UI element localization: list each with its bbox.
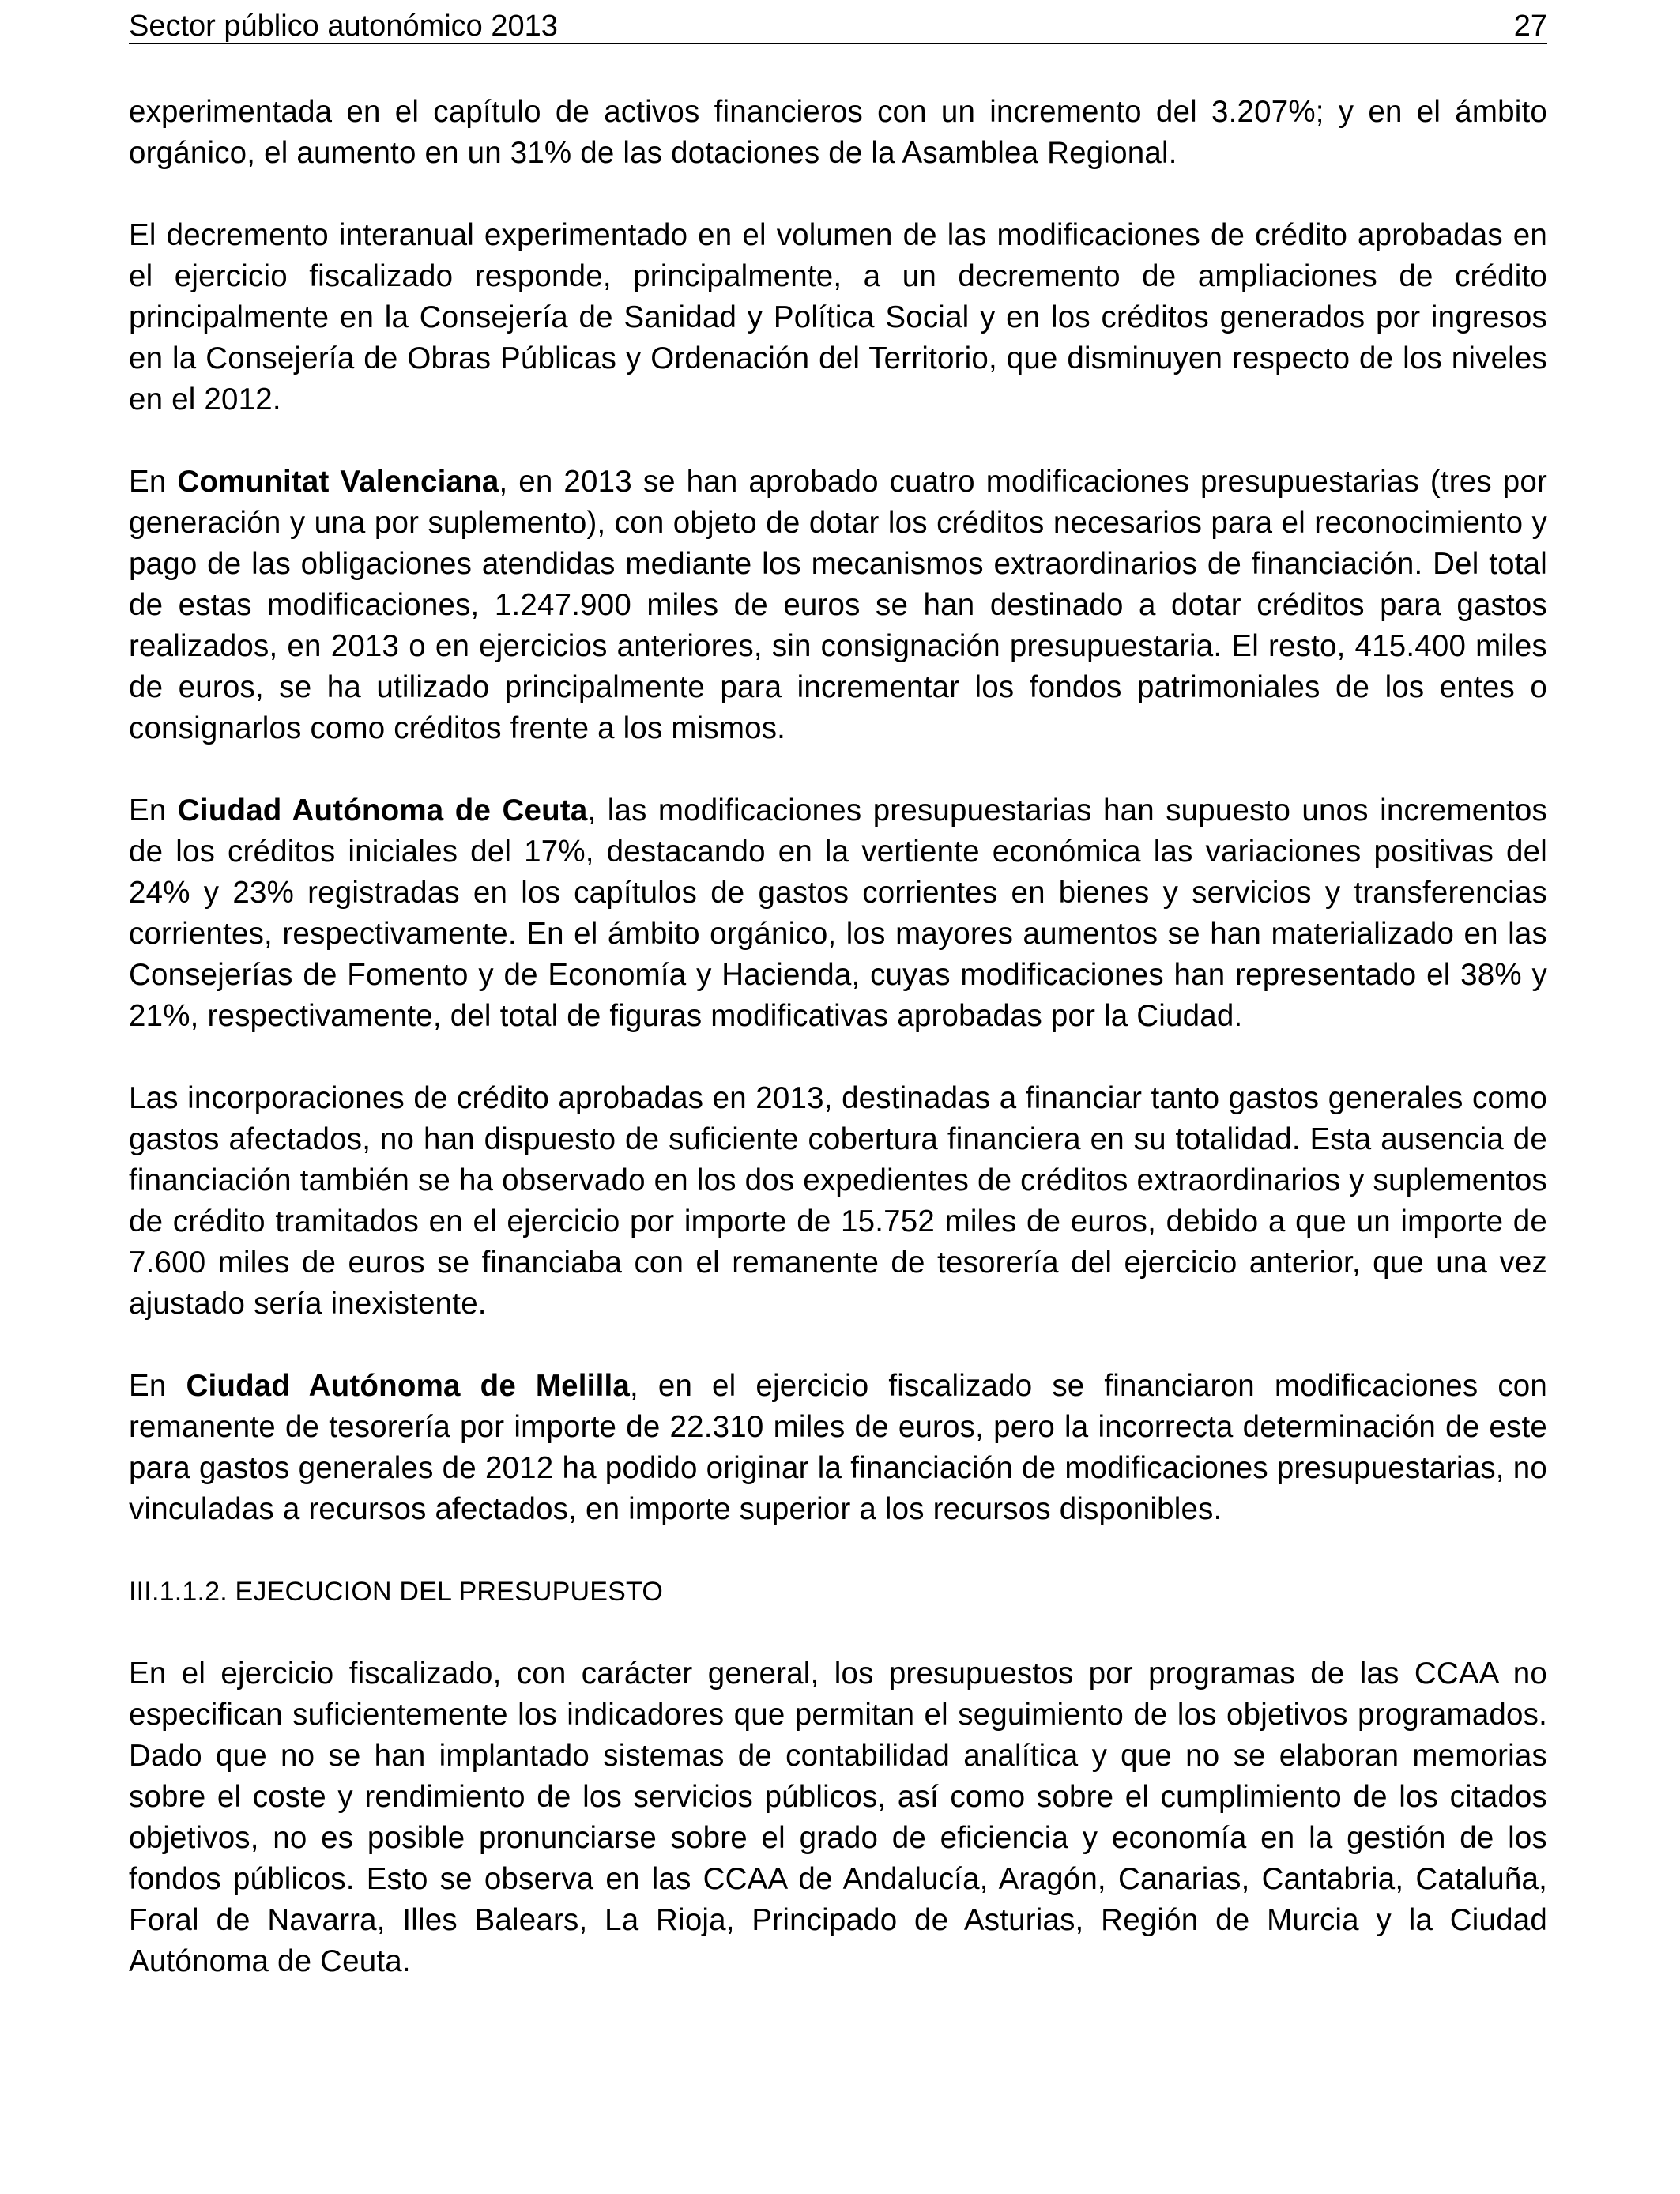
page-header: [129, 8, 1547, 44]
region-name-valenciana: Comunitat Valenciana: [177, 465, 499, 499]
running-title: Sector público autonómico 2013: [129, 9, 558, 43]
paragraph-incorporaciones: Las incorporaciones de crédito aprobadas en 2013, destinadas a financiar tanto gastos generales como gastos afectados, no han dispuesto de suficiente cobertura financiera en su totalidad. Esta ausencia de financiación también se ha observado en los dos expedientes de créditos extraordinarios y suplementos de crédito tramitados en el ejercicio por importe de 15.752 miles de euros, debido a que un importe de 7.600 miles de euros se financiaba con el remanente de tesorería del ejercicio anterior, que una vez ajustado sería inexistente.: [129, 1081, 1547, 1321]
paragraph-text: , en el ejercicio fiscalizado se financiaron modificaciones con remanente de tesorería por importe de 22.310 miles de euros, pero la incorrecta determinación de este para gastos generales de 2012 ha podido originar la financiación de modificaciones presupuestarias, no vinculadas a recursos afectados, en importe superior a los recursos disponibles.: [129, 1369, 1547, 1526]
paragraph-lead: En: [129, 465, 178, 499]
paragraph-text: , las modificaciones presupuestarias han supuesto unos incrementos de los créditos iniciales del 17%, destacando en la vertiente económica las variaciones positivas del 24% y 23% registradas en los capítulos de gastos corrientes en bienes y servicios y transferencias corrientes, respectivamente. En el ámbito orgánico, los mayores aumentos se han materializado en las Consejerías de Fomento y de Economía y Hacienda, cuyas modificaciones han representado el 38% y 21%, respectivamente, del total de figuras modificativas aprobadas por la Ciudad.: [129, 794, 1547, 1033]
paragraph-comunitat-valenciana: [129, 462, 1547, 749]
document-body: [129, 92, 1547, 2023]
paragraph-murcia-decrement: El decremento interanual experimentado en el volumen de las modificaciones de crédito aprobadas en el ejercicio fiscalizado responde, principalmente, a un decremento de ampliaciones de crédito principalmente en la Consejería de Sanidad y Política Social y en los créditos generados por ingresos en la Consejería de Obras Públicas y Ordenación del Territorio, que disminuyen respecto de los niveles en el 2012.: [129, 218, 1547, 417]
paragraph-melilla: [129, 1366, 1547, 1530]
section-heading: III.1.1.2. EJECUCION DEL PRESUPUESTO: [129, 1577, 664, 1607]
paragraph-lead: En: [129, 794, 178, 827]
paragraph-lead: En: [129, 1369, 186, 1403]
paragraph-continuation: experimentada en el capítulo de activos financieros con un incremento del 3.207%; y en el ámbito orgánico, el aumento en un 31% de las dotaciones de la Asamblea Regional.: [129, 95, 1547, 170]
page-number: 27: [1513, 9, 1547, 43]
region-name-melilla: Ciudad Autónoma de Melilla: [186, 1369, 630, 1403]
paragraph-ceuta: [129, 790, 1547, 1037]
paragraph-text: , en 2013 se han aprobado cuatro modificaciones presupuestarias (tres por generación y una por suplemento), con objeto de dotar los créditos necesarios para el reconocimiento y pago de las obligaciones atendidas mediante los mecanismos extraordinarios de financiación. Del total de estas modificaciones, 1.247.900 miles de euros se han destinado a dotar créditos para gastos realizados, en 2013 o en ejercicios anteriores, sin consignación presupuestaria. El resto, 415.400 miles de euros, se ha utilizado principalmente para incrementar los fondos patrimoniales de los entes o consignarlos como créditos frente a los mismos.: [129, 465, 1547, 745]
region-name-ceuta: Ciudad Autónoma de Ceuta: [177, 794, 588, 827]
paragraph-ejecucion: En el ejercicio fiscalizado, con carácter general, los presupuestos por programas de las CCAA no especifican suficientemente los indicadores que permitan el seguimiento de los objetivos programados. Dado que no se han implantado sistemas de contabilidad analítica y que no se elaboran memorias sobre el coste y rendimiento de los servicios públicos, así como sobre el cumplimiento de los citados objetivos, no es posible pronunciarse sobre el grado de eficiencia y economía en la gestión de los fondos públicos. Esto se observa en las CCAA de Andalucía, Aragón, Canarias, Cantabria, Cataluña, Foral de Navarra, Illes Balears, La Rioja, Principado de Asturias, Región de Murcia y la Ciudad Autónoma de Ceuta.: [129, 1657, 1547, 1978]
